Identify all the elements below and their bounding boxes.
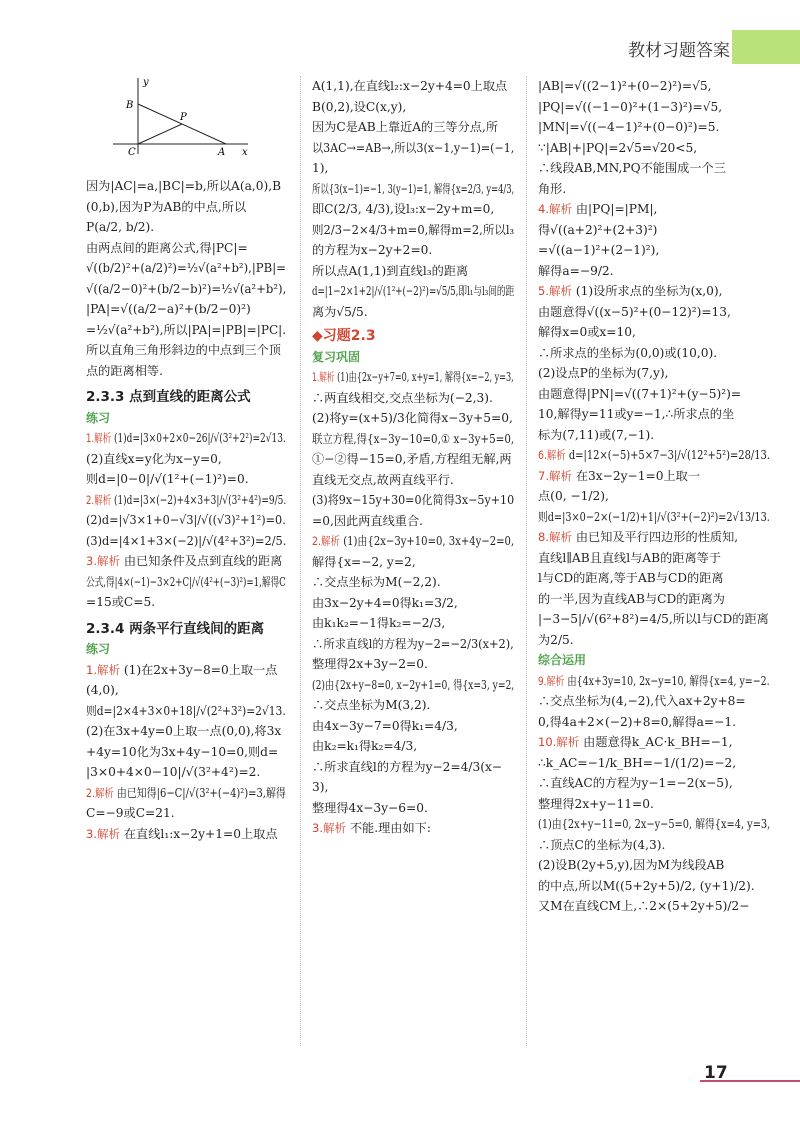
text-line: ∴k_AC=−1/k_BH=−1/(1/2)=−2, bbox=[538, 755, 737, 770]
text-line: 离为√5/5. bbox=[312, 304, 368, 319]
text-line: 则d=|2×4+3×0+18|/√(2²+3²)=2√13. bbox=[86, 703, 286, 718]
text-line: ∵|AB|+|PQ|=2√5=√20<5, bbox=[538, 140, 698, 155]
text-line: =15或C=5. bbox=[86, 595, 156, 609]
answer-column-3 bbox=[538, 76, 770, 917]
text-line: √((b/2)²+(a/2)²)=½√(a²+b²),|PB|= bbox=[86, 261, 286, 275]
text-line: 为2/5. bbox=[538, 632, 574, 647]
text-line: (2)d=|√3×1+0−√3|/√((√3)²+1²)=0. bbox=[86, 513, 286, 527]
text-line: 整理得2x+y−11=0. bbox=[538, 796, 654, 811]
column-divider-1 bbox=[300, 76, 301, 1046]
text-line: 10.解析 由题意得k_AC·k_BH=−1, bbox=[538, 735, 733, 749]
label-c: C bbox=[128, 147, 136, 156]
answer-label: 1.解析 bbox=[312, 370, 335, 384]
text-line: 因为|AC|=a,|BC|=b,所以A(a,0),B bbox=[86, 179, 282, 193]
text-line: d=|1−2×1+2|/√(1²+(−2)²)=√5/5,即l₁与l₃间的距 bbox=[312, 284, 515, 298]
answer-label: 7.解析 bbox=[538, 468, 572, 483]
text-line: 5.解析 (1)设所求点的坐标为(x,0), bbox=[538, 284, 723, 298]
answer-label: 1.解析 bbox=[86, 431, 112, 445]
text-line: 由两点间的距离公式,得|PC|= bbox=[86, 240, 248, 255]
column-divider-2 bbox=[526, 76, 527, 1046]
text-line: 10,解得y=11或y=−1,∴所求点的坐 bbox=[538, 407, 735, 421]
text-line: 则d=|3×0−2×(−1/2)+1|/√(3²+(−2)²)=2√13/13. bbox=[538, 509, 770, 524]
text-line: =√((a−1)²+(2−1)²), bbox=[538, 243, 660, 257]
label-a: A bbox=[218, 147, 226, 156]
text-line: 所以{3(x−1)=−1, 3(y−1)=1, 解得{x=2/3, y=4/3, bbox=[312, 181, 515, 196]
text-line: ①−②得−15=0,矛盾,方程组无解,两 bbox=[312, 452, 512, 466]
text-line: 2.解析 由已知得|6−C|/√(3²+(−4)²)=3,解得 bbox=[86, 785, 286, 800]
text-line: 整理得2x+3y−2=0. bbox=[312, 657, 428, 671]
text-line: 由k₁k₂=−1得k₂=−2/3, bbox=[312, 616, 446, 630]
text-line: ∴交点坐标为M(3,2). bbox=[312, 698, 431, 712]
text-line: 解得x=0或x=10, bbox=[538, 325, 636, 339]
text-line: 3.解析 由已知条件及点到直线的距离 bbox=[86, 554, 283, 568]
text-line: 整理得4x−3y−6=0. bbox=[312, 800, 428, 815]
text-line: (2)将y=(x+5)/3化简得x−3y+5=0, bbox=[312, 411, 513, 425]
text-line: 因为C是AB上靠近A的三等分点,所 bbox=[312, 120, 499, 134]
text-line: |AB|=√((2−1)²+(0−2)²)=√5, bbox=[538, 79, 712, 93]
text-line: (1)由{2x+y−11=0, 2x−y−5=0, 解得{x=4, y=3, bbox=[538, 817, 771, 831]
text-line: 的中点,所以M((5+2y+5)/2, (y+1)/2). bbox=[538, 878, 755, 893]
text-line: ◆习题2.3 bbox=[312, 328, 376, 344]
text-line: A(1,1),在直线l₂:x−2y+4=0上取点 bbox=[312, 79, 508, 93]
text-line: 解得{x=−2, y=2, bbox=[312, 554, 416, 569]
text-line: ∴交点坐标为(4,−2),代入ax+2y+8= bbox=[538, 694, 746, 708]
text-line: 点(0, −1/2), bbox=[538, 489, 609, 503]
triangle-figure bbox=[108, 76, 258, 156]
text-line: 2.解析 (1)d=|3×(−2)+4×3+3|/√(3²+4²)=9/5. bbox=[86, 492, 287, 507]
text-line: (2)在3x+4y=0上取一点(0,0),将3x bbox=[86, 724, 282, 738]
answer-label: 3.解析 bbox=[86, 554, 120, 568]
text-line: 由4x−3y−7=0得k₁=4/3, bbox=[312, 718, 458, 733]
text-line: 复习巩固 bbox=[312, 349, 361, 364]
text-line: |PQ|=√((−1−0)²+(1−3)²)=√5, bbox=[538, 99, 723, 114]
text-line: (3)d=|4×1+3×(−2)|/√(4²+3²)=2/5. bbox=[86, 533, 287, 548]
text-line: C=−9或C=21. bbox=[86, 806, 175, 820]
answer-label: 6.解析 bbox=[538, 448, 566, 462]
answer-label: 8.解析 bbox=[538, 530, 572, 544]
text-line: ∴所求直线l的方程为y−2=4/3(x− bbox=[312, 759, 503, 774]
text-line: (0,b),因为P为AB的中点,所以 bbox=[86, 199, 247, 214]
page-number: 17 bbox=[704, 1063, 728, 1083]
text-line: 解得a=−9/2. bbox=[538, 263, 614, 278]
text-line: 直线无交点,故两直线平行. bbox=[312, 472, 454, 487]
text-line: ∴交点坐标为M(−2,2). bbox=[312, 575, 441, 589]
text-line: 点的距离相等. bbox=[86, 363, 163, 378]
text-line: +4y=10化为3x+4y−10=0,则d= bbox=[86, 744, 279, 759]
text-line: (2)设B(2y+5,y),因为M为线段AB bbox=[538, 858, 725, 872]
answer-label: 3.解析 bbox=[86, 826, 120, 841]
text-line: 1.解析 (1)由{2x−y+7=0, x+y=1, 解得{x=−2, y=3, bbox=[312, 370, 514, 384]
text-line: ∴线段AB,MN,PQ不能围成一个三 bbox=[538, 161, 726, 175]
text-line: 所以点A(1,1)到直线l₃的距离 bbox=[312, 263, 469, 278]
label-x: x bbox=[242, 147, 248, 156]
text-line: 练习 bbox=[86, 410, 111, 425]
text-line: P(a/2, b/2). bbox=[86, 220, 155, 234]
text-line: (2)设点P的坐标为(7,y), bbox=[538, 366, 669, 380]
text-line: 练习 bbox=[86, 642, 111, 656]
text-line: 的方程为x−2y+2=0. bbox=[312, 243, 433, 257]
text-line: |MN|=√((−4−1)²+(0−0)²)=5. bbox=[538, 120, 720, 134]
text-line: 直线l∥AB且直线l与AB的距离等于 bbox=[538, 550, 722, 565]
text-line: 综合运用 bbox=[538, 653, 587, 667]
text-line: 3), bbox=[312, 780, 329, 794]
text-line: l与CD的距离,等于AB与CD的距离 bbox=[538, 571, 724, 585]
text-line: 9.解析 由{4x+3y=10, 2x−y=10, 解得{x=4, y=−2. bbox=[538, 673, 770, 688]
text-line: (3)将9x−15y+30=0化简得3x−5y+10 bbox=[312, 493, 515, 507]
text-line: 3.解析 在直线l₁:x−2y+1=0上取点 bbox=[86, 826, 278, 841]
text-line: 联立方程,得{x−3y−10=0,① x−3y+5=0, bbox=[312, 431, 515, 446]
page-header-title: 教材习题答案 bbox=[628, 41, 730, 61]
text-line: ∴所求点的坐标为(0,0)或(10,0). bbox=[538, 345, 718, 360]
answer-label: 4.解析 bbox=[538, 202, 572, 216]
label-p: P bbox=[180, 112, 187, 123]
answer-label: 1.解析 bbox=[86, 662, 120, 677]
text-line: 又M在直线CM上,∴2×(5+2y+5)/2− bbox=[538, 899, 750, 913]
answer-label: 2.解析 bbox=[86, 785, 114, 800]
text-line: 公式,得|4×(−1)−3×2+C|/√(4²+(−3)²)=1,解得C bbox=[86, 574, 286, 589]
label-b: B bbox=[126, 100, 134, 111]
text-line: 则d=|0−0|/√(1²+(−1)²)=0. bbox=[86, 472, 249, 486]
text-line: 由k₂=k₁得k₂=4/3, bbox=[312, 739, 418, 753]
text-line: =0,因此两直线重合. bbox=[312, 513, 424, 528]
header-accent-bar bbox=[732, 30, 800, 64]
text-line: 由题意得|PN|=√((7+1)²+(y−5)²)= bbox=[538, 386, 742, 401]
page-number-rule bbox=[700, 1080, 800, 1082]
text-line: (2)直线x=y化为x−y=0, bbox=[86, 451, 222, 466]
text-line: ∴直线AC的方程为y−1=−2(x−5), bbox=[538, 776, 733, 790]
text-line: 2.解析 (1)由{2x−3y+10=0, 3x+4y−2=0, bbox=[312, 534, 515, 548]
text-line: ∴顶点C的坐标为(4,3). bbox=[538, 837, 666, 852]
text-line: B(0,2),设C(x,y), bbox=[312, 99, 407, 114]
text-line: 1.解析 (1)d=|3×0+2×0−26|/√(3²+2²)=2√13. bbox=[86, 431, 286, 445]
text-line: 4.解析 由|PQ|=|PM|, bbox=[538, 202, 658, 216]
segment-cp bbox=[138, 124, 182, 144]
answer-label: 5.解析 bbox=[538, 284, 572, 298]
text-line: ∴两直线相交,交点坐标为(−2,3). bbox=[312, 390, 493, 405]
label-y: y bbox=[143, 77, 149, 88]
text-line: 得√((a+2)²+(2+3)²) bbox=[538, 222, 658, 237]
text-line: 1), bbox=[312, 161, 329, 175]
text-line: 即C(2/3, 4/3),设l₃:x−2y+m=0, bbox=[312, 202, 495, 216]
answer-label: 2.解析 bbox=[312, 534, 341, 548]
text-line: ∴所求直线l的方程为y−2=−2/3(x+2), bbox=[312, 636, 514, 651]
text-line: √((a/2−0)²+(b/2−b)²)=½√(a²+b²), bbox=[86, 281, 287, 296]
text-line: 所以直角三角形斜边的中点到三个顶 bbox=[86, 343, 281, 357]
text-line: 由3x−2y+4=0得k₁=3/2, bbox=[312, 595, 458, 610]
answer-label: 3.解析 bbox=[312, 821, 346, 835]
text-line: 角形. bbox=[538, 181, 567, 196]
text-line: 2.3.3 点到直线的距离公式 bbox=[86, 389, 251, 405]
text-line: |−3−5|/√(6²+8²)=4/5,所以l与CD的距离 bbox=[538, 612, 769, 626]
answer-label: 10.解析 bbox=[538, 735, 580, 749]
answer-column-2 bbox=[312, 76, 514, 839]
text-line: |3×0+4×0−10|/√(3²+4²)=2. bbox=[86, 765, 261, 779]
text-line: 以3AC→=AB→,所以3(x−1,y−1)=(−1, bbox=[312, 140, 515, 155]
text-line: 则2/3−2×4/3+m=0,解得m=2,所以l₃ bbox=[312, 222, 515, 237]
text-line: 0,得4a+2×(−2)+8=0,解得a=−1. bbox=[538, 714, 736, 729]
text-line: 2.3.4 两条平行直线间的距离 bbox=[86, 620, 265, 637]
answer-label: 2.解析 bbox=[86, 492, 112, 507]
text-line: (4,0), bbox=[86, 683, 119, 697]
text-line: 3.解析 不能.理由如下: bbox=[312, 821, 431, 835]
answer-column-1 bbox=[86, 176, 286, 844]
text-line: 由题意得√((x−5)²+(0−12)²)=13, bbox=[538, 304, 731, 319]
text-line: 标为(7,11)或(7,−1). bbox=[538, 427, 655, 442]
text-line: 7.解析 在3x−2y−1=0上取一 bbox=[538, 468, 701, 483]
text-line: 的一半,因为直线AB与CD的距离为 bbox=[538, 591, 725, 606]
text-line: =½√(a²+b²),所以|PA|=|PB|=|PC|. bbox=[86, 322, 287, 337]
text-line: 8.解析 由已知及平行四边形的性质知, bbox=[538, 530, 739, 544]
text-line: (2)由{2x+y−8=0, x−2y+1=0, 得{x=3, y=2, bbox=[312, 677, 515, 692]
text-line: |PA|=√((a/2−a)²+(b/2−0)²) bbox=[86, 302, 251, 316]
answer-label: 9.解析 bbox=[538, 673, 565, 688]
text-line: 6.解析 d=|12×(−5)+5×7−3|/√(12²+5²)=28/13. bbox=[538, 448, 771, 462]
text-line: 1.解析 (1)在2x+3y−8=0上取一点 bbox=[86, 662, 278, 677]
